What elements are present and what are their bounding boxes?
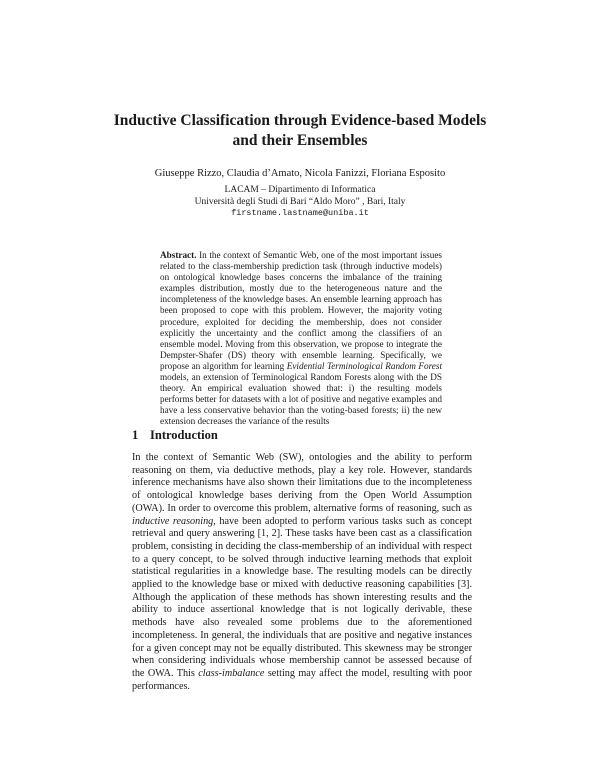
- affiliation-department: LACAM – Dipartimento di Informatica: [224, 185, 376, 195]
- intro-text-1: In the context of Semantic Web (SW), ontologies and the ability to perform reasoning on them, via deductive methods, play a key role. However, standards inference mechanisms have also shown their limitations due to the incompleteness of ontological knowledge bases deriving from the Open World Assumption (OWA). In order to overcome this problem, alternative forms of reasoning, such as: [132, 452, 472, 514]
- section-title: Introduction: [150, 428, 218, 442]
- affiliation-block: [90, 185, 510, 220]
- title-line-2: and their Ensembles: [232, 132, 368, 149]
- abstract-italic-term: Evidential Terminological Random Forest: [286, 360, 443, 371]
- abstract-text-a: In the context of Semantic Web, one of the most important issues related to the class-membership prediction task (through inductive models) on ontological knowledge bases concerns the imbalance of the training examples distribution, mostly due to the heterogeneous nature and the incompleteness of the knowledge bases. An ensemble learning approach has been proposed to cope with this problem. However, the majority voting procedure, exploited for deciding the membership, does not consider explicitly the uncertainty and the conflict among the classifiers of an ensemble model. Moving from this observation, we propose to integrate the Dempster-Shafer (DS) theory with ensemble learning. Specifically, we propose an algorithm for learning: [160, 250, 442, 371]
- title-line-1: Inductive Classification through Evidence-based Models: [113, 112, 487, 129]
- abstract-label: Abstract.: [160, 250, 197, 260]
- author-list: Giuseppe Rizzo, Claudia d’Amato, Nicola Fanizzi, Floriana Esposito: [154, 168, 446, 179]
- intro-italic-1: inductive reasoning: [132, 515, 214, 527]
- section-heading: [132, 428, 472, 443]
- intro-text-3: setting may affect the model, resulting with poor performances.: [132, 667, 472, 692]
- paper-title: [100, 111, 500, 151]
- abstract: [160, 250, 442, 428]
- affiliation-email: firstname.lastname@uniba.it: [231, 208, 369, 218]
- intro-paragraph: [132, 452, 472, 693]
- abstract-text-b: models, an extension of Terminological Random Forests along with the DS theory. An empirical evaluation showed that: i) the resulting models performs better for datasets with a lot of positive and negative examples and have a less conservative behavior than the voting-based forests; ii) the new extension decreases the variance of the results: [160, 372, 442, 427]
- intro-italic-2: class-imbalance: [198, 667, 265, 679]
- affiliation-university: Università degli Studi di Bari “Aldo Moro” , Bari, Italy: [194, 196, 406, 207]
- intro-text-2: , have been adopted to perform various tasks such as concept retrieval and query answering [1, 2]. These tasks have been cast as a classification problem, consisting in deciding the class-membership of an individual with respect to a query concept, to be solved through inductive learning methods that exploit statistical regularities in a knowledge base. The resulting models can be directly applied to the knowledge base or mixed with deductive reasoning capabilities [3]. Although the application of these methods has shown interesting results and the ability to induce assertional knowledge that is not logically derivable, these methods have also revealed some problems due to the aforementioned incompleteness. In general, the individuals that are positive and negative instances for a given concept may not be equally distributed. This skewness may be stronger when considering individuals whose membership cannot be assessed because of the OWA. This: [132, 515, 472, 679]
- section-number: 1: [132, 428, 139, 442]
